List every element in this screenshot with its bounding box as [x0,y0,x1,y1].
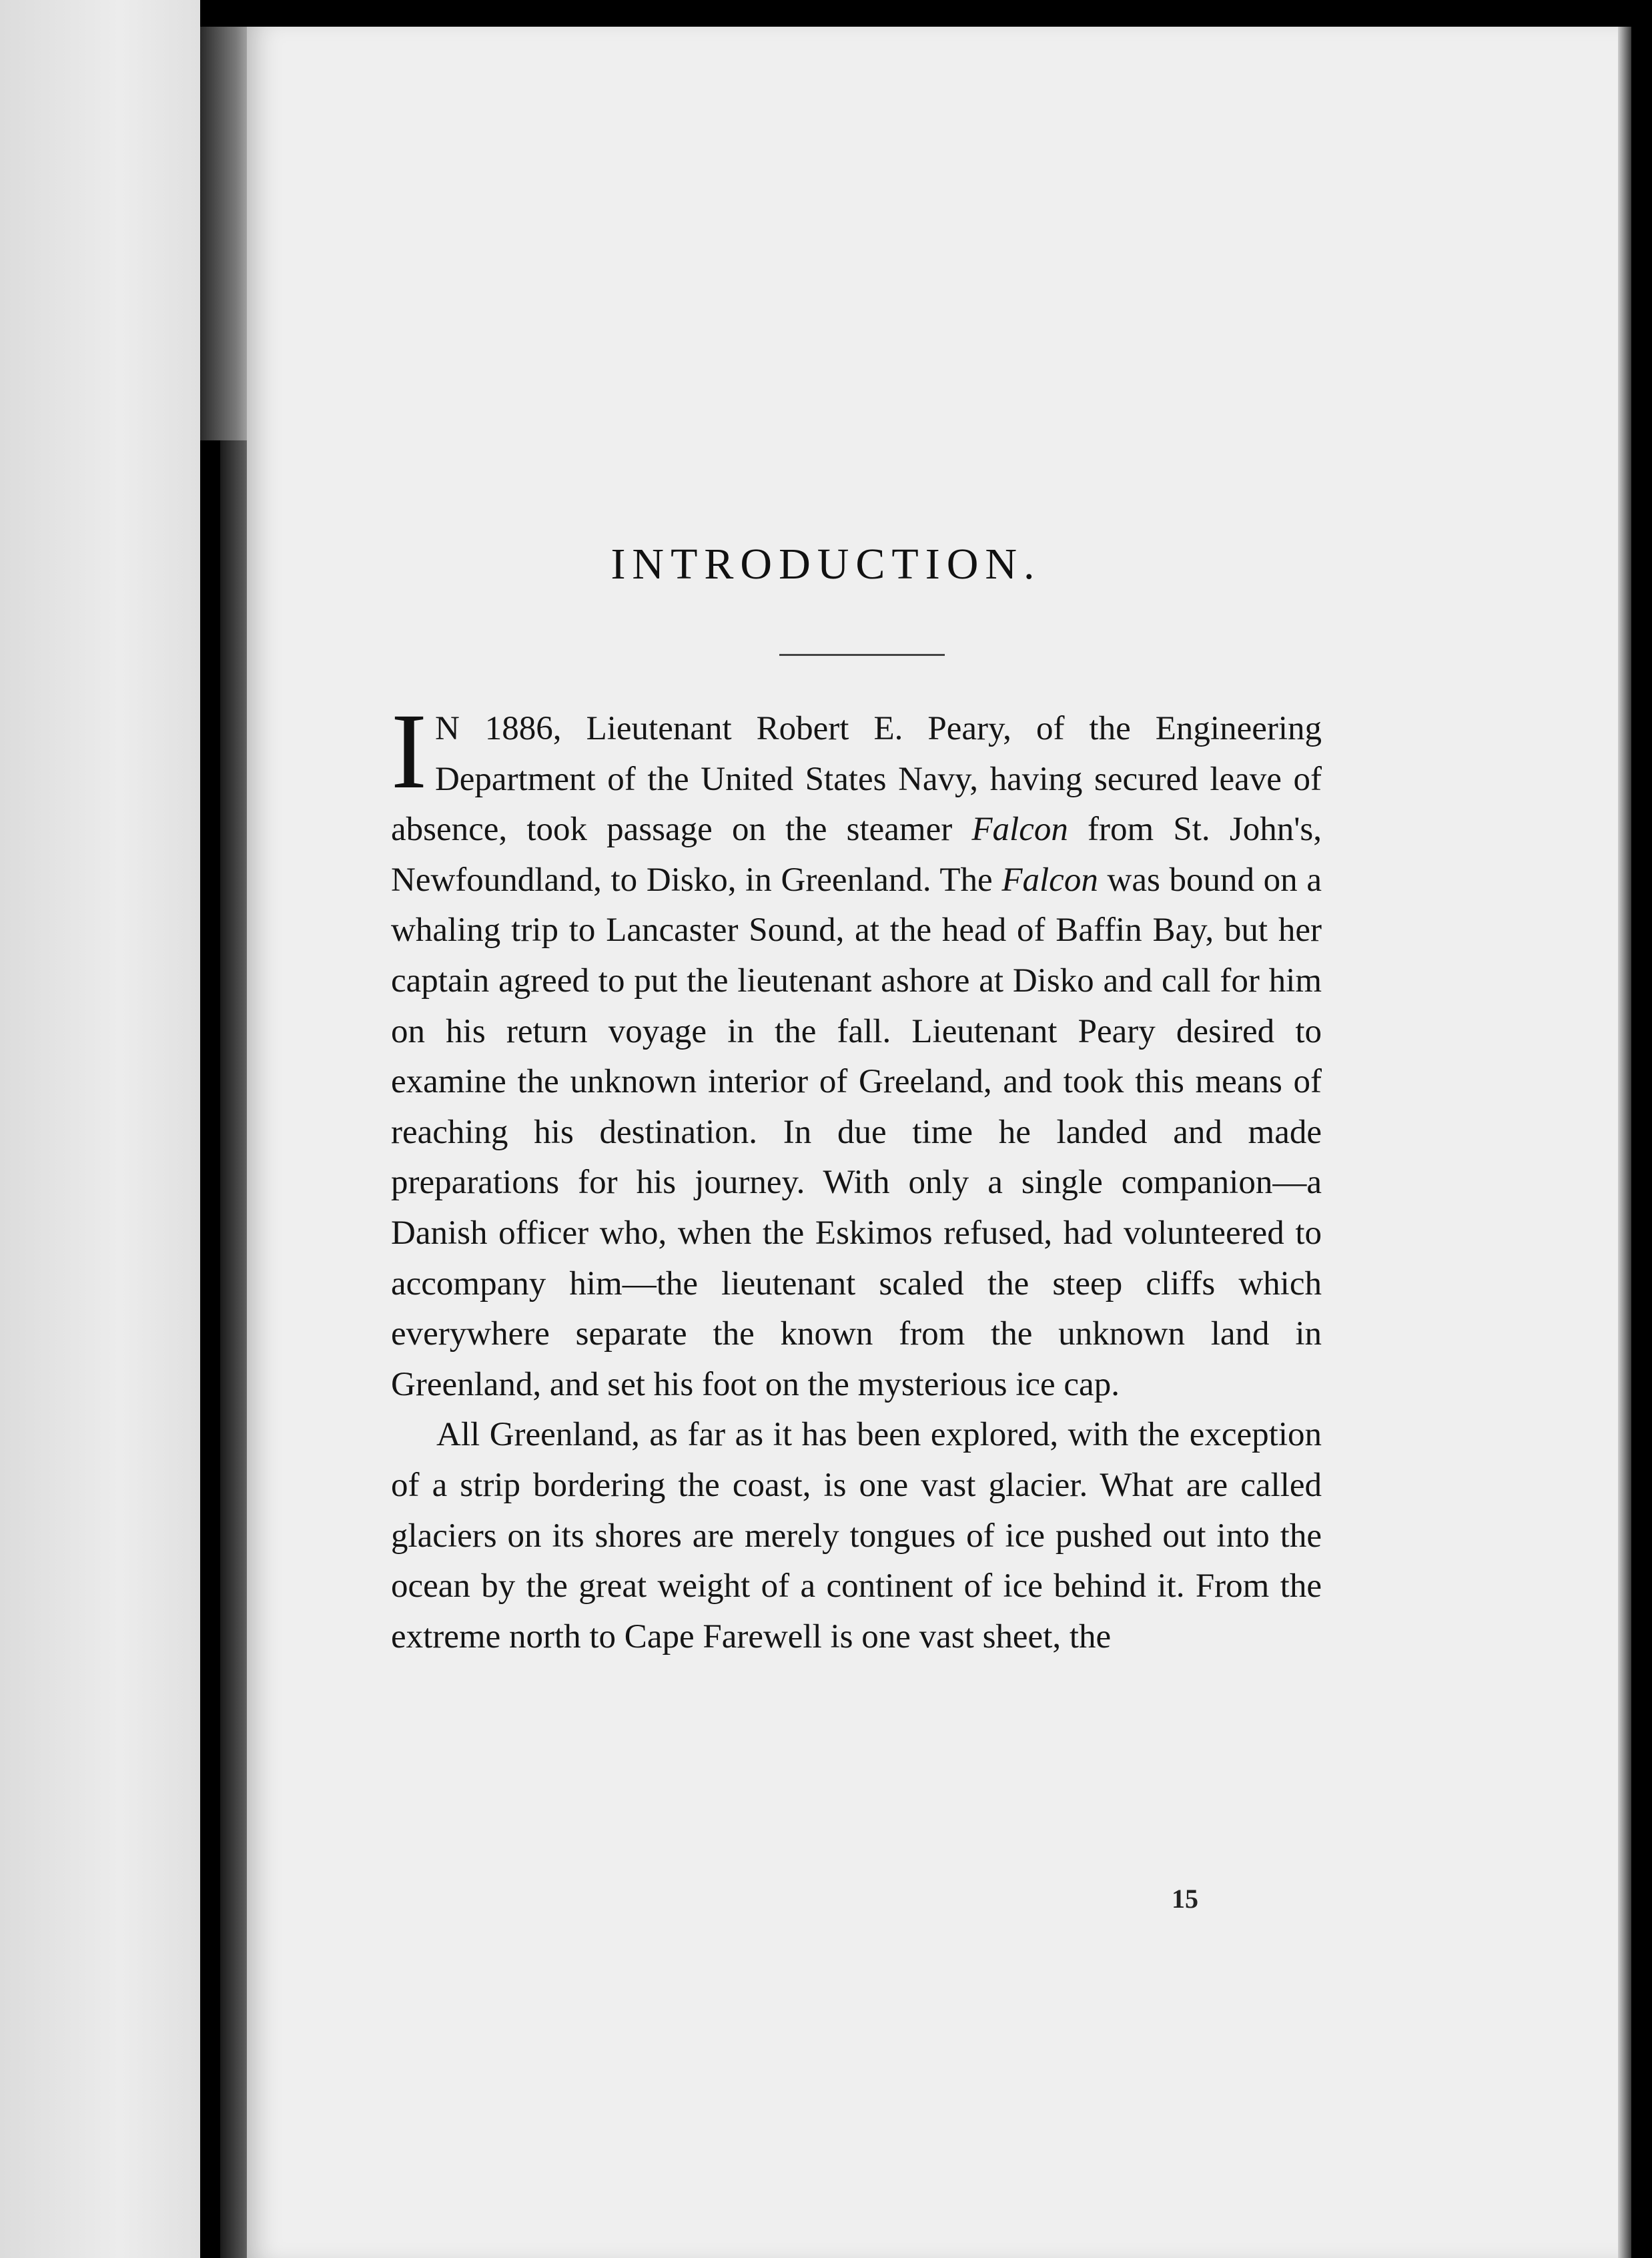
paragraph-1-segment: was bound on a whaling trip to Lancaster Sound, at the head of Baffin Bay, but her captain agreed to put the lieutenant ashore at Disko and call for him on his return voyage in the fall. Lieutenant Peary desired to examine the unknown interior of Greeland, and took this means of reaching his destination. In due time he landed and made preparations for his journey. With only a single companion—a Danish officer who, when the Eskimos refused, had volunteered to accompany him—the lieutenant scaled the steep cliffs which everywhere separate the known from the unknown land in Greenland, and set his foot on the mysterious ice cap. [391,861,1322,1403]
heading-rule [779,654,945,656]
page-number: 15 [1172,1884,1198,1914]
paragraph-1-segment: 1886, Lieutenant Robert E. Peary, of the Engineering Department of the United States Navy, having secured leave of absence, took passage on the steamer [391,710,1322,849]
facing-page [0,0,200,2258]
drop-cap: I [391,692,427,811]
paragraph-1-segment: from St. John's, Newfoundland, to Disko, in Greenland. The [391,811,1322,899]
first-word-remainder: N [434,710,460,747]
body-text [391,692,1322,1662]
ship-name-italic: Falcon [971,811,1068,849]
ship-name-italic: Falcon [1001,861,1098,899]
paragraph-1 [391,692,1322,1410]
page-edge [1618,27,1631,2258]
chapter-heading: INTRODUCTION. [610,540,1042,589]
paragraph-2: All Greenland, as far as it has been explored, with the exception of a strip bordering the coast, is one vast glacier. What are called glaciers on its shores are merely tongues of ice pushed out into the ocean by the great weight of a continent of ice behind it. From the extreme north to Cape Farewell is one vast sheet, the [391,1416,1322,1655]
